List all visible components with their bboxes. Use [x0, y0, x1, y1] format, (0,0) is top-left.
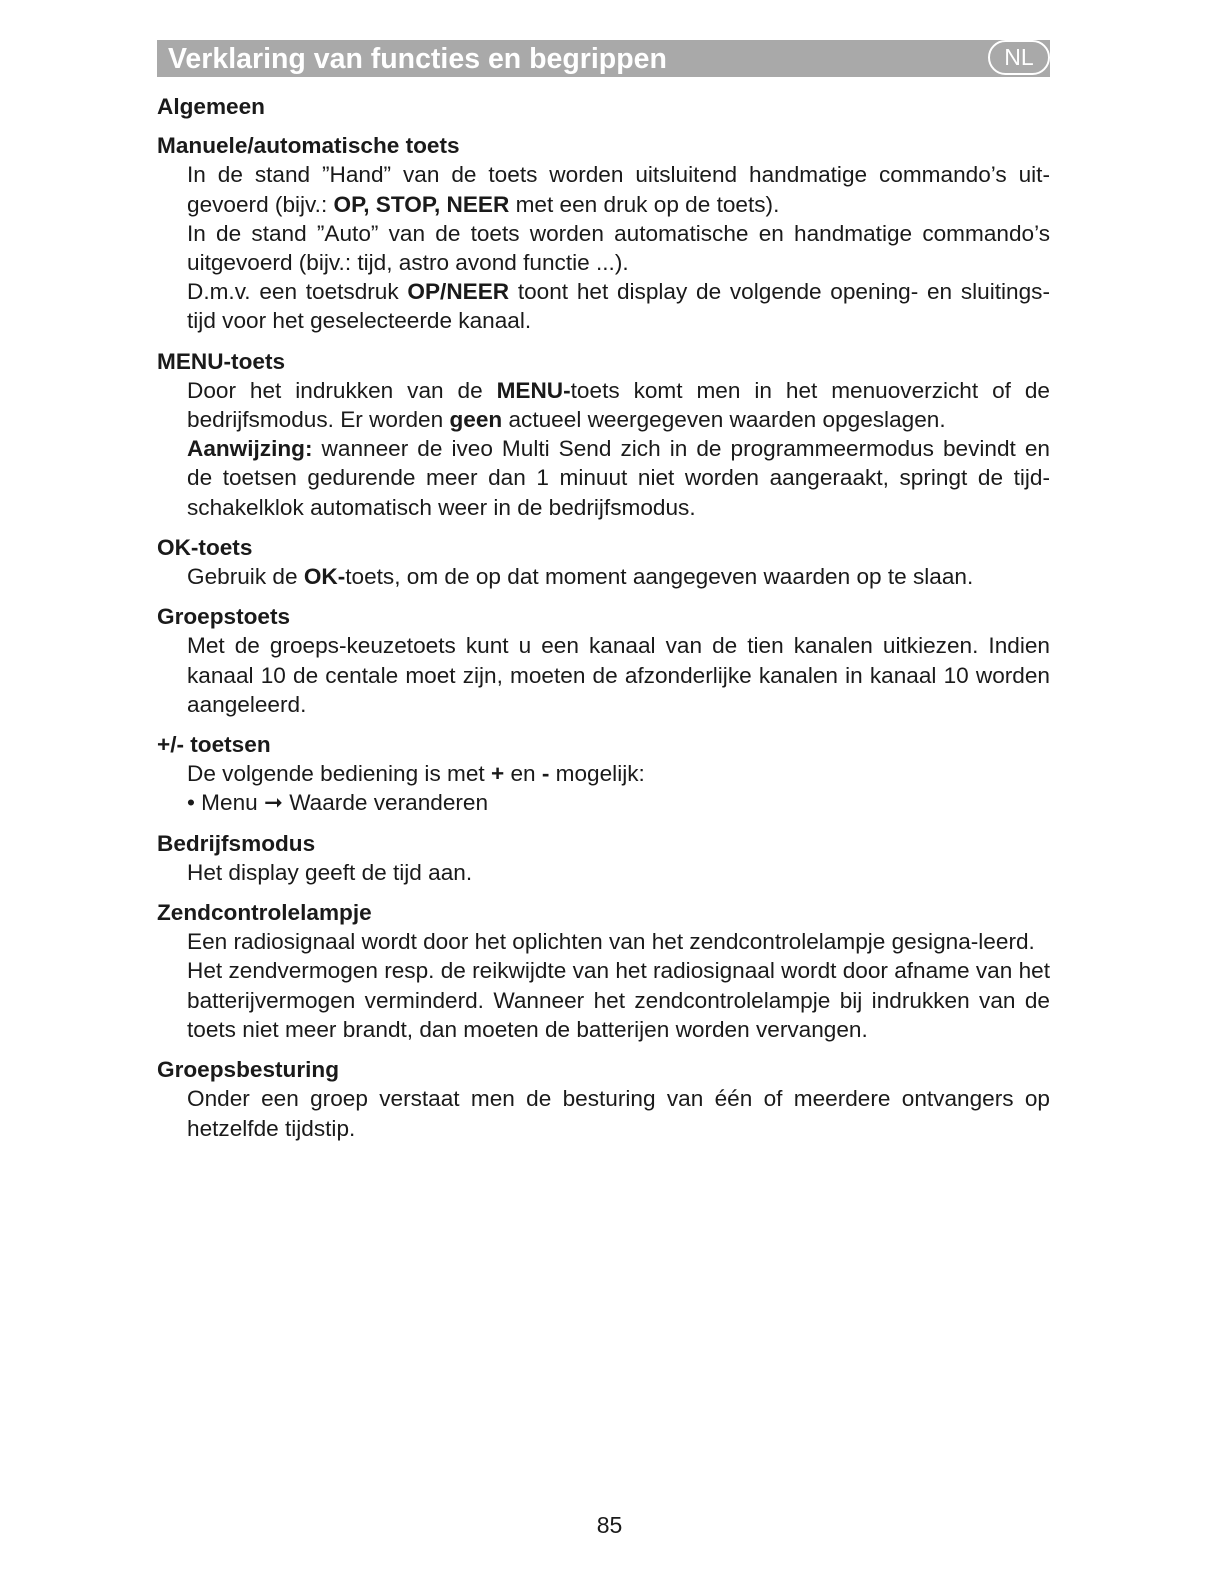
heading-transmit-lamp: Zendcontrolelampje — [157, 900, 372, 926]
section-manual-auto — [157, 131, 1050, 335]
language-badge: NL — [988, 40, 1050, 75]
page-title: Verklaring van functies en begrippen — [168, 43, 667, 75]
section-ok — [157, 533, 1050, 591]
section-group-control — [157, 1055, 1050, 1143]
heading-general: Algemeen — [157, 94, 265, 119]
note-paragraph: Aanwijzing: wanneer de iveo Multi Send zich in de programmeermodus bevindt en de toetsen gedurende meer dan 1 minuut niet worden aangeraakt, springt de tijd-schakelklok automatisch weer in de bedrijfsmodus. — [187, 436, 1050, 520]
heading-group-control: Groepsbesturing — [157, 1057, 340, 1083]
paragraph: Het zendvermogen resp. de reikwijdte van het radiosignaal wordt door afname van het batterijvermogen verminderd. Wanneer het zendcontrolelampje bij indrukken van de toets niet meer brandt, dan moeten de batterijen worden vervangen. — [187, 958, 1050, 1042]
group-key-text — [187, 631, 1050, 719]
manual-auto-text — [187, 160, 1050, 335]
paragraph: In de stand ”Hand” van de toets worden uitsluitend handmatige commando’s uit-gevoerd (bijv.: OP, STOP, NEER met een druk op de toets). — [187, 162, 1050, 217]
section-group-key — [157, 602, 1050, 719]
section-operating-mode — [157, 829, 1050, 887]
heading-menu-key: MENU-toets — [157, 348, 286, 374]
section-transmit-lamp — [157, 898, 1050, 1044]
section-plus-minus — [157, 730, 1050, 818]
section-menu — [157, 347, 1050, 522]
menu-key-text — [187, 376, 1050, 522]
operating-mode-text — [187, 858, 1050, 887]
heading-ok-key: OK-toets — [157, 534, 253, 560]
bullet-item: • Menu ➞ Waarde veranderen — [187, 790, 489, 816]
paragraph: Door het indrukken van de MENU-toets komt men in het menuoverzicht of de bedrijfsmodus. Er worden geen actueel weergegeven waarden opgeslagen. — [187, 377, 1050, 433]
paragraph: Een radiosignaal wordt door het oplichten van het zendcontrolelampje gesigna-leerd. — [187, 929, 1035, 955]
paragraph: De volgende bediening is met + en - mogelijk: — [187, 761, 645, 787]
transmit-lamp-text — [187, 927, 1050, 1044]
paragraph: Het display geeft de tijd aan. — [187, 859, 473, 885]
section-header-bar — [157, 40, 1050, 77]
heading-group-key: Groepstoets — [157, 604, 291, 630]
ok-key-text — [187, 562, 1050, 591]
paragraph: In de stand ”Auto” van de toets worden automatische en handmatige commando’s uitgevoerd (bijv.: tijd, astro avond functie ...). — [187, 220, 1050, 276]
paragraph: Gebruik de OK-toets, om de op dat moment aangegeven waarden op te slaan. — [187, 564, 974, 590]
heading-plus-minus-keys: +/- toetsen — [157, 732, 271, 758]
paragraph: D.m.v. een toetsdruk OP/NEER toont het display de volgende opening- en sluitings-tijd voor het geselecteerde kanaal. — [187, 279, 1050, 334]
paragraph: Onder een groep verstaat men de besturing van één of meerdere ontvangers op hetzelfde tijdstip. — [187, 1086, 1050, 1141]
heading-manual-auto: Manuele/automatische toets — [157, 133, 460, 159]
plus-minus-text — [187, 759, 1050, 817]
paragraph: Met de groeps-keuzetoets kunt u een kanaal van de tien kanalen uitkiezen. Indien kanaal 10 de centale moet zijn, moeten de afzonderlijke kanalen in kanaal 10 worden aangeleerd. — [187, 633, 1050, 717]
page-number: 85 — [596, 1512, 623, 1538]
document-body — [157, 92, 1050, 1154]
heading-operating-mode: Bedrijfsmodus — [157, 830, 316, 856]
group-control-text — [187, 1084, 1050, 1142]
